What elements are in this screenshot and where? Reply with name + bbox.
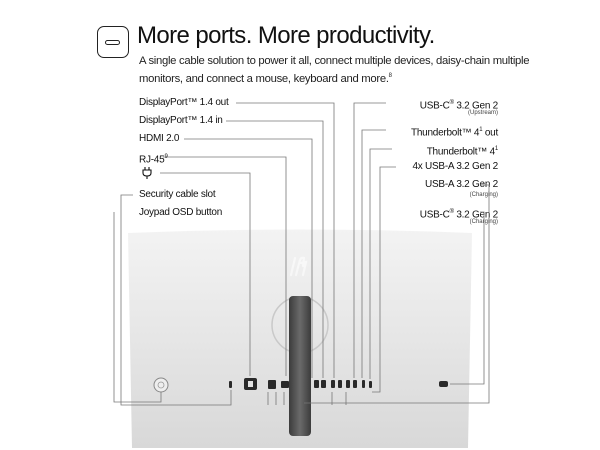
label-hdmi: HDMI 2.0 bbox=[139, 133, 180, 144]
label-usbc-upstream: USB-C® 3.2 Gen 2 bbox=[419, 100, 498, 112]
label-4x-usba: 4x USB-A 3.2 Gen 2 bbox=[412, 161, 498, 172]
label-joypad: Joypad OSD button bbox=[139, 207, 223, 218]
stand-neck bbox=[289, 296, 311, 436]
label-displayport-out: DisplayPort™ 1.4 out bbox=[139, 97, 229, 108]
joypad-button bbox=[154, 378, 168, 392]
label-displayport-in: DisplayPort™ 1.4 in bbox=[139, 115, 223, 126]
security-slot bbox=[229, 381, 232, 388]
label-usba-charging: USB-A 3.2 Gen 2 bbox=[425, 179, 498, 190]
dp-in-port bbox=[314, 380, 319, 388]
note-charging-usbc: (Charging) bbox=[469, 219, 498, 225]
hdmi-port bbox=[281, 381, 289, 388]
usbc-charging-port bbox=[439, 381, 448, 387]
page-title: More ports. More productivity. bbox=[137, 22, 435, 49]
label-thunderbolt: Thunderbolt™ $4^1$ bbox=[426, 146, 498, 158]
note-charging-usba: (Charging) bbox=[469, 192, 498, 198]
dp-out-port bbox=[321, 380, 326, 388]
label-thunderbolt-out: Thunderbolt™ $4^1$ out bbox=[411, 127, 498, 139]
note-upstream: (Upstream) bbox=[467, 110, 498, 116]
label-security-slot: Security cable slot bbox=[139, 189, 216, 200]
label-rj45: $RJ-45^9$ bbox=[139, 154, 168, 166]
rj45-port bbox=[268, 380, 276, 389]
label-usbc-charging: USB-C® 3.2 Gen 2 bbox=[419, 209, 498, 221]
page-subtitle: A single cable solution to power it all, connect multiple devices, daisy-chain multiple monitors, and connect a mouse, keyboard and more.$^8$ bbox=[139, 55, 530, 85]
